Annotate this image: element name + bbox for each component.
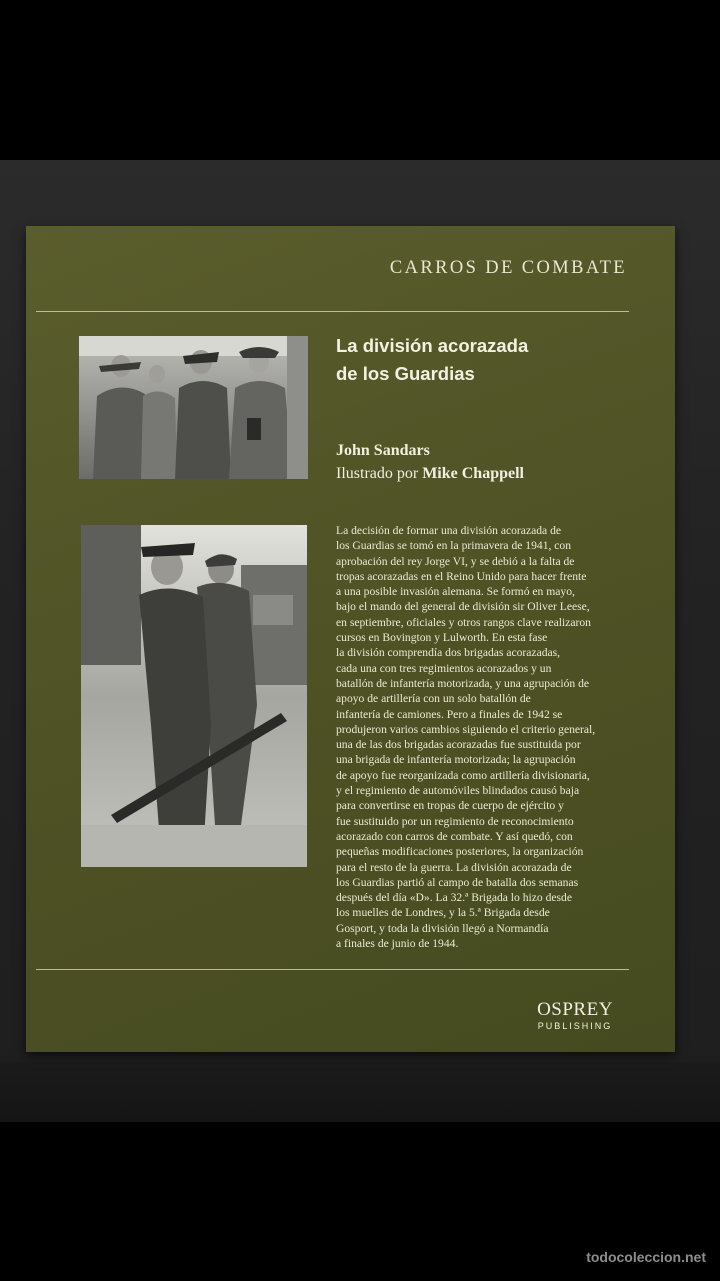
illustrated-prefix: Ilustrado por (336, 465, 419, 482)
illustrator-name: Mike Chappell (422, 465, 524, 482)
author-name: John Sandars (336, 442, 430, 459)
bottom-divider (36, 969, 629, 970)
publisher-name: OSPREY (537, 999, 613, 1020)
photo-soldiers-rifle (81, 525, 307, 867)
title-line-2: de los Guardias (336, 363, 475, 384)
book-title (336, 332, 636, 388)
series-name: CARROS DE COMBATE (389, 258, 627, 278)
blurb-text: La decisión de formar una división acorazada de los Guardias se tomó en la primavera de 1941, con aprobación del rey Jorge VI, y se debió a la falta de tropas acorazadas en el Reino Unido para hacer frente a una posible invasión alemana. Se formó en mayo, bajo el mando del general de división sir Oliver Leese, en septiembre, oficiales y otros rangos clave realizaron cursos en Bovington y Lulworth. En esta fase la división comprendía dos brigadas acorazadas, cada una con tres regimientos acorazados y un batallón de infantería motorizada, y una agrupación de apoyo de artillería con un solo batallón de infantería de camiones. Pero a finales de 1942 se produjeron varios cambios siguiendo el criterio general, una de las dos brigadas acorazadas fue sustituida por una brigada de infantería motorizada; la agrupación de apoyo fue reorganizada como artillería divisionaria, y el regimiento de automóviles blindados causó baja para convertirse en tropas de cuerpo de ejército y fue sustituido por un regimiento de reconocimiento acorazado con carros de combate. Y así quedó, con pequeñas modificaciones posteriores, la organización para el resto de la guerra. La división acorazada de los Guardias partió al campo de batalla dos semanas después del día «D». La 32.ª Brigada lo hizo desde los muelles de Londres, y la 5.ª Brigada desde Gosport, y toda la división llegó a Normandía a finales de junio de 1944. (336, 524, 596, 951)
publisher-logo (529, 1000, 621, 1032)
table-surface (0, 1062, 720, 1122)
title-line-1: La división acorazada (336, 335, 529, 356)
book-back-cover (26, 226, 675, 1052)
illustrator-line (336, 465, 524, 483)
top-divider (36, 311, 629, 312)
photo-officers (79, 336, 308, 479)
publisher-sub: PUBLISHING (537, 1021, 613, 1031)
watermark: todocoleccion.net (586, 1249, 706, 1265)
